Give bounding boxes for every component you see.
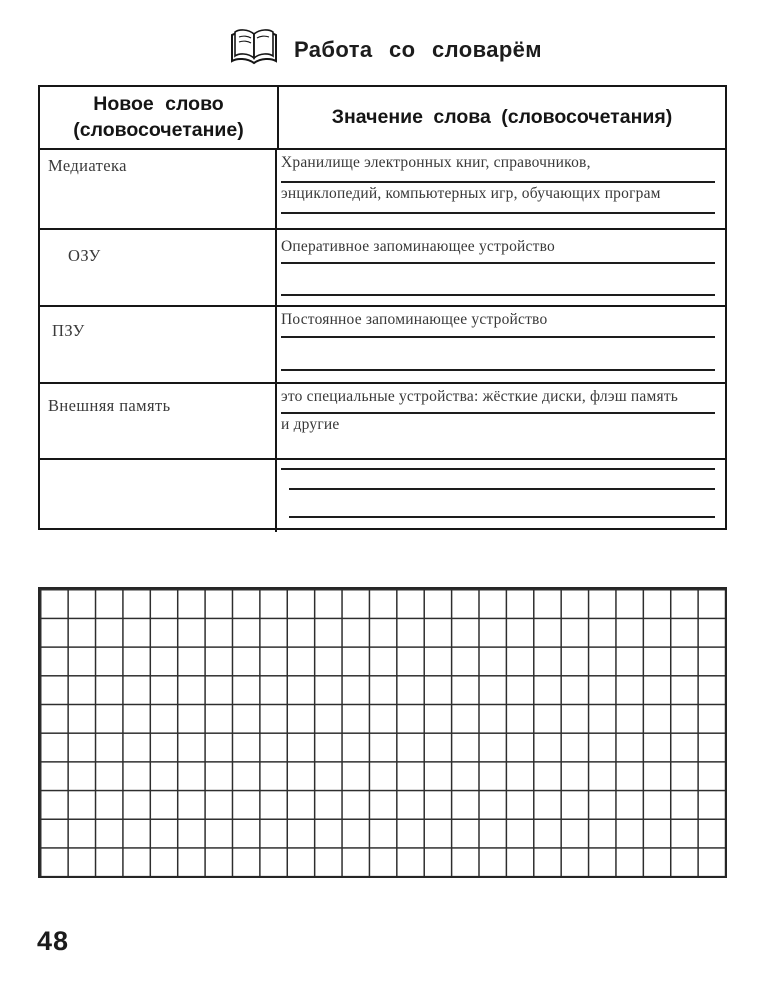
table-row — [40, 460, 725, 532]
column-header-line: (словосочетание) — [73, 118, 244, 141]
definition-cell — [277, 230, 725, 305]
definition-line: и другие — [281, 416, 340, 433]
squared-writing-grid — [38, 587, 727, 878]
definition-line — [289, 462, 715, 490]
section-heading — [228, 25, 542, 69]
definition-line: Хранилище электронных книг, справочников, — [281, 152, 715, 183]
definition-line — [281, 338, 715, 371]
table-row — [40, 307, 725, 384]
table-row — [40, 150, 725, 230]
term-cell: ПЗУ — [40, 307, 277, 382]
definition-cell — [277, 150, 725, 228]
page-title: Работа со словарём — [294, 37, 542, 62]
definition-line: это специальные устройства: жёсткие диски, флэш память — [281, 386, 715, 414]
table-row — [40, 384, 725, 460]
column-header-line: Значение слова (словосочетания) — [331, 106, 673, 128]
page-number: 48 — [37, 926, 70, 956]
column-header-line: Новое слово — [93, 93, 224, 116]
term-cell: Медиатека — [40, 150, 277, 228]
definition-cell — [277, 307, 725, 382]
column-header-meaning — [279, 87, 725, 148]
definition-line — [281, 264, 715, 296]
term-cell — [40, 460, 277, 532]
vocabulary-table — [38, 85, 727, 530]
definition-line: Оперативное запоминающее устройство — [281, 236, 715, 264]
open-book-icon — [228, 25, 280, 69]
table-body — [40, 150, 725, 532]
term-cell: Внешняя память — [40, 384, 277, 458]
term-cell: ОЗУ — [40, 230, 277, 305]
definition-line: энциклопедий, компьютерных игр, обучающих програм — [281, 183, 715, 214]
definition-cell — [277, 460, 725, 532]
definition-cell — [277, 384, 725, 458]
table-header-row — [40, 87, 725, 150]
column-header-new-word — [40, 87, 279, 148]
definition-line: Постоянное запоминающее устройство — [281, 309, 715, 338]
definition-line — [289, 490, 715, 518]
table-row — [40, 230, 725, 307]
